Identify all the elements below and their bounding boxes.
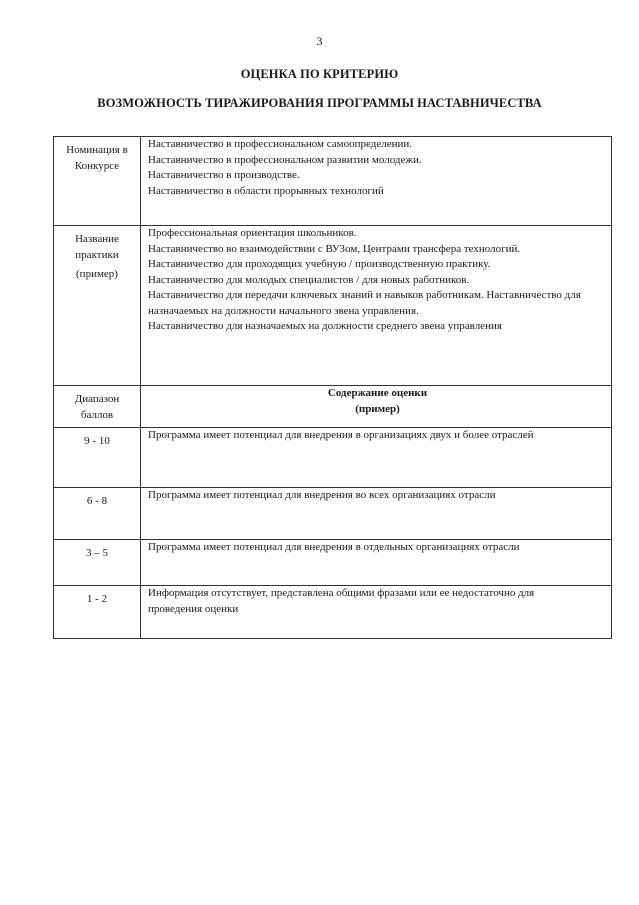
score-row <box>54 586 612 639</box>
score-description-line: Информация отсутствует, представлена общими фразами или ее недостаточно для <box>148 587 535 599</box>
nomination-label-line: Номинация в <box>66 144 128 156</box>
score-row <box>54 428 612 488</box>
score-range-header-line: баллов <box>80 408 114 421</box>
practice-item: Наставничество для передачи ключевых знаний и навыков работникам. Наставничество для <box>148 289 581 301</box>
nomination-label-cell <box>54 137 141 226</box>
practice-item: назначаемых на должности начального звена управления. <box>148 304 419 317</box>
nomination-item: Наставничество в области прорывных технологий <box>148 184 384 197</box>
nomination-row <box>54 137 612 226</box>
score-row <box>54 540 612 586</box>
practice-label-line: Название <box>75 233 119 245</box>
nomination-item: Наставничество в производстве. <box>148 169 300 181</box>
practice-label-line: (пример) <box>76 268 118 280</box>
nomination-item: Наставничество в профессиональном развитии молодежи. <box>148 153 422 166</box>
practice-label-cell <box>54 226 141 386</box>
score-range-header <box>54 386 141 428</box>
practice-item: Наставничество для проходящих учебную / производственную практику. <box>148 258 491 270</box>
page-title: ОЦЕНКА ПО КРИТЕРИЮ <box>240 67 399 81</box>
score-description <box>141 586 612 639</box>
score-range: 3 – 5 <box>54 540 141 586</box>
score-description <box>141 488 612 540</box>
practice-item: Профессиональная ориентация школьников. <box>148 227 357 239</box>
criteria-table <box>53 136 612 639</box>
score-range: 6 - 8 <box>54 488 141 540</box>
score-content-header <box>141 386 612 428</box>
practice-item: Наставничество во взаимодействии с ВУЗом, Центрами трансфера технологий. <box>148 242 521 255</box>
score-description-line: Программа имеет потенциал для внедрения в организациях двух и более отраслей <box>148 429 534 441</box>
score-range-header-line: Диапазон <box>74 393 120 405</box>
score-range: 1 - 2 <box>54 586 141 639</box>
page-subtitle: ВОЗМОЖНОСТЬ ТИРАЖИРОВАНИЯ ПРОГРАММЫ НАСТАВНИЧЕСТВА <box>97 96 542 110</box>
practice-item: Наставничество для назначаемых на должности среднего звена управления <box>148 320 502 332</box>
score-content-header-line: Содержание оценки <box>327 387 428 399</box>
score-description <box>141 428 612 488</box>
practice-label-line: практики <box>75 248 119 261</box>
nomination-label-line: Конкурсе <box>74 159 120 172</box>
score-description-line: Программа имеет потенциал для внедрения во всех организациях отрасли <box>148 489 496 501</box>
score-description <box>141 540 612 586</box>
nomination-items-cell <box>141 137 612 226</box>
page-number: 3 <box>316 34 323 48</box>
score-range: 9 - 10 <box>54 428 141 488</box>
score-description-line: проведения оценки <box>148 602 239 615</box>
score-content-header-line: (пример) <box>355 402 400 415</box>
practice-item: Наставничество для молодых специалистов / для новых работников. <box>148 273 470 286</box>
score-row <box>54 488 612 540</box>
practice-items-cell <box>141 226 612 386</box>
score-description-line: Программа имеет потенциал для внедрения в отдельных организациях отрасли <box>148 541 520 553</box>
practice-row <box>54 226 612 386</box>
score-header-row <box>54 386 612 428</box>
nomination-item: Наставничество в профессиональном самоопределении. <box>148 138 413 150</box>
